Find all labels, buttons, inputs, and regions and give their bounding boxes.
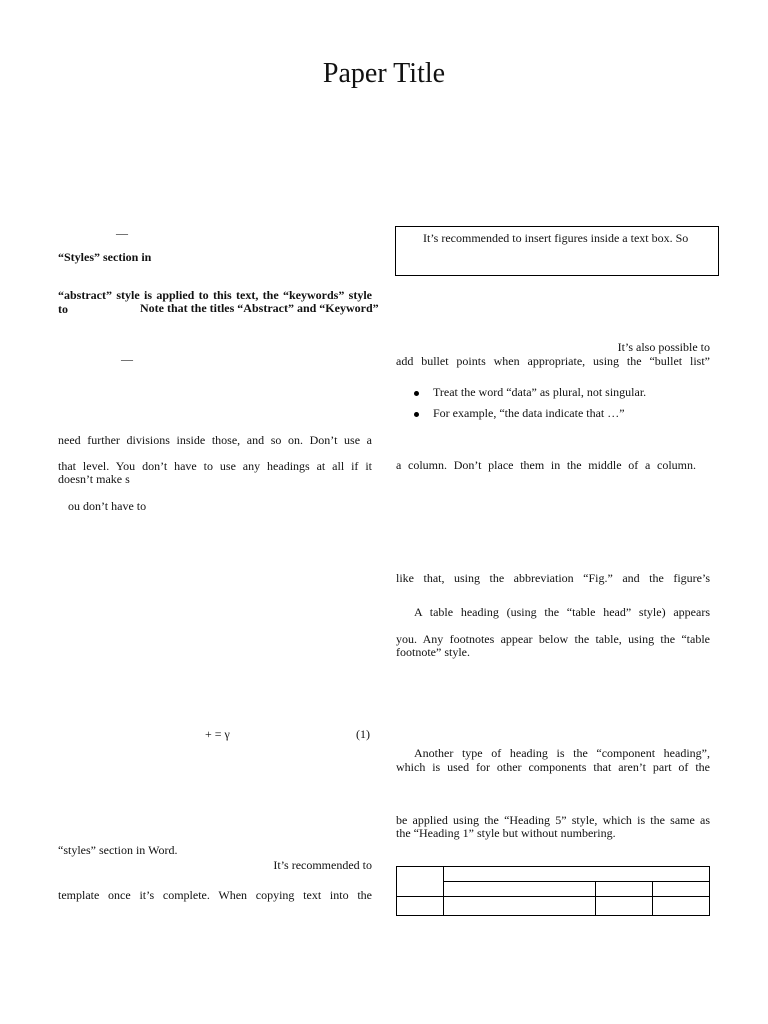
- body-line: Another type of heading is the “component heading”,: [414, 746, 710, 760]
- body-line: template once it’s complete. When copying text into the: [58, 888, 372, 902]
- body-line: the “Heading 1” style but without numbering.: [396, 826, 616, 840]
- body-line: It’s also possible to: [617, 340, 710, 354]
- figure-box-text: It’s recommended to insert figures inside a text box. So: [423, 231, 689, 245]
- table-cell: [596, 882, 653, 897]
- equation-number: (1): [356, 727, 370, 741]
- paper-title: Paper Title: [322, 58, 446, 89]
- body-line: which is used for other components that aren’t part of the: [396, 760, 710, 774]
- bullet-icon: [414, 412, 419, 417]
- table-cell: [653, 897, 710, 916]
- abstract-line: Note that the titles “Abstract” and “Keyword”: [140, 301, 379, 315]
- body-line: A table heading (using the “table head” style) appears: [414, 605, 710, 619]
- table-cell: [444, 867, 710, 882]
- table-cell: [444, 897, 596, 916]
- abstract-line: “abstract” style is applied to this text, the “keywords” style to: [58, 288, 372, 316]
- body-line: add bullet points when appropriate, using the “bullet list”: [396, 354, 710, 368]
- equation: + = γ: [205, 727, 230, 741]
- body-line: footnote” style.: [396, 645, 470, 659]
- body-line: It’s recommended to: [273, 858, 372, 872]
- body-line: like that, using the abbreviation “Fig.” and the figure’s: [396, 571, 710, 585]
- table: [396, 866, 710, 916]
- bullet-text: For example, “the data indicate that …”: [433, 406, 625, 420]
- body-line: that level. You don’t have to use any headings at all if it: [58, 459, 372, 473]
- body-line: ou don’t have to: [68, 499, 147, 513]
- table-row: [397, 882, 710, 897]
- styles-section-text: “Styles” section in: [58, 250, 152, 264]
- em-dash: —: [121, 352, 133, 366]
- table-cell: [444, 882, 596, 897]
- body-line: need further divisions inside those, and so on. Don’t use a: [58, 433, 372, 447]
- table-row: [397, 867, 710, 882]
- body-line: doesn’t make s: [58, 472, 130, 486]
- table-cell: [397, 867, 444, 897]
- body-line: be applied using the “Heading 5” style, which is the same as: [396, 813, 710, 827]
- bullet-text: Treat the word “data” as plural, not singular.: [433, 385, 647, 399]
- table-row: [397, 897, 710, 916]
- bullet-icon: [414, 391, 419, 396]
- em-dash: —: [116, 226, 128, 240]
- body-line: you. Any footnotes appear below the table, using the “table: [396, 632, 710, 646]
- body-line: a column. Don’t place them in the middle of a column.: [396, 458, 696, 472]
- bullet-item: [414, 406, 625, 420]
- table-cell: [397, 897, 444, 916]
- table-cell: [653, 882, 710, 897]
- table-cell: [596, 897, 653, 916]
- body-line: “styles” section in Word.: [58, 843, 178, 857]
- bullet-item: [414, 385, 646, 399]
